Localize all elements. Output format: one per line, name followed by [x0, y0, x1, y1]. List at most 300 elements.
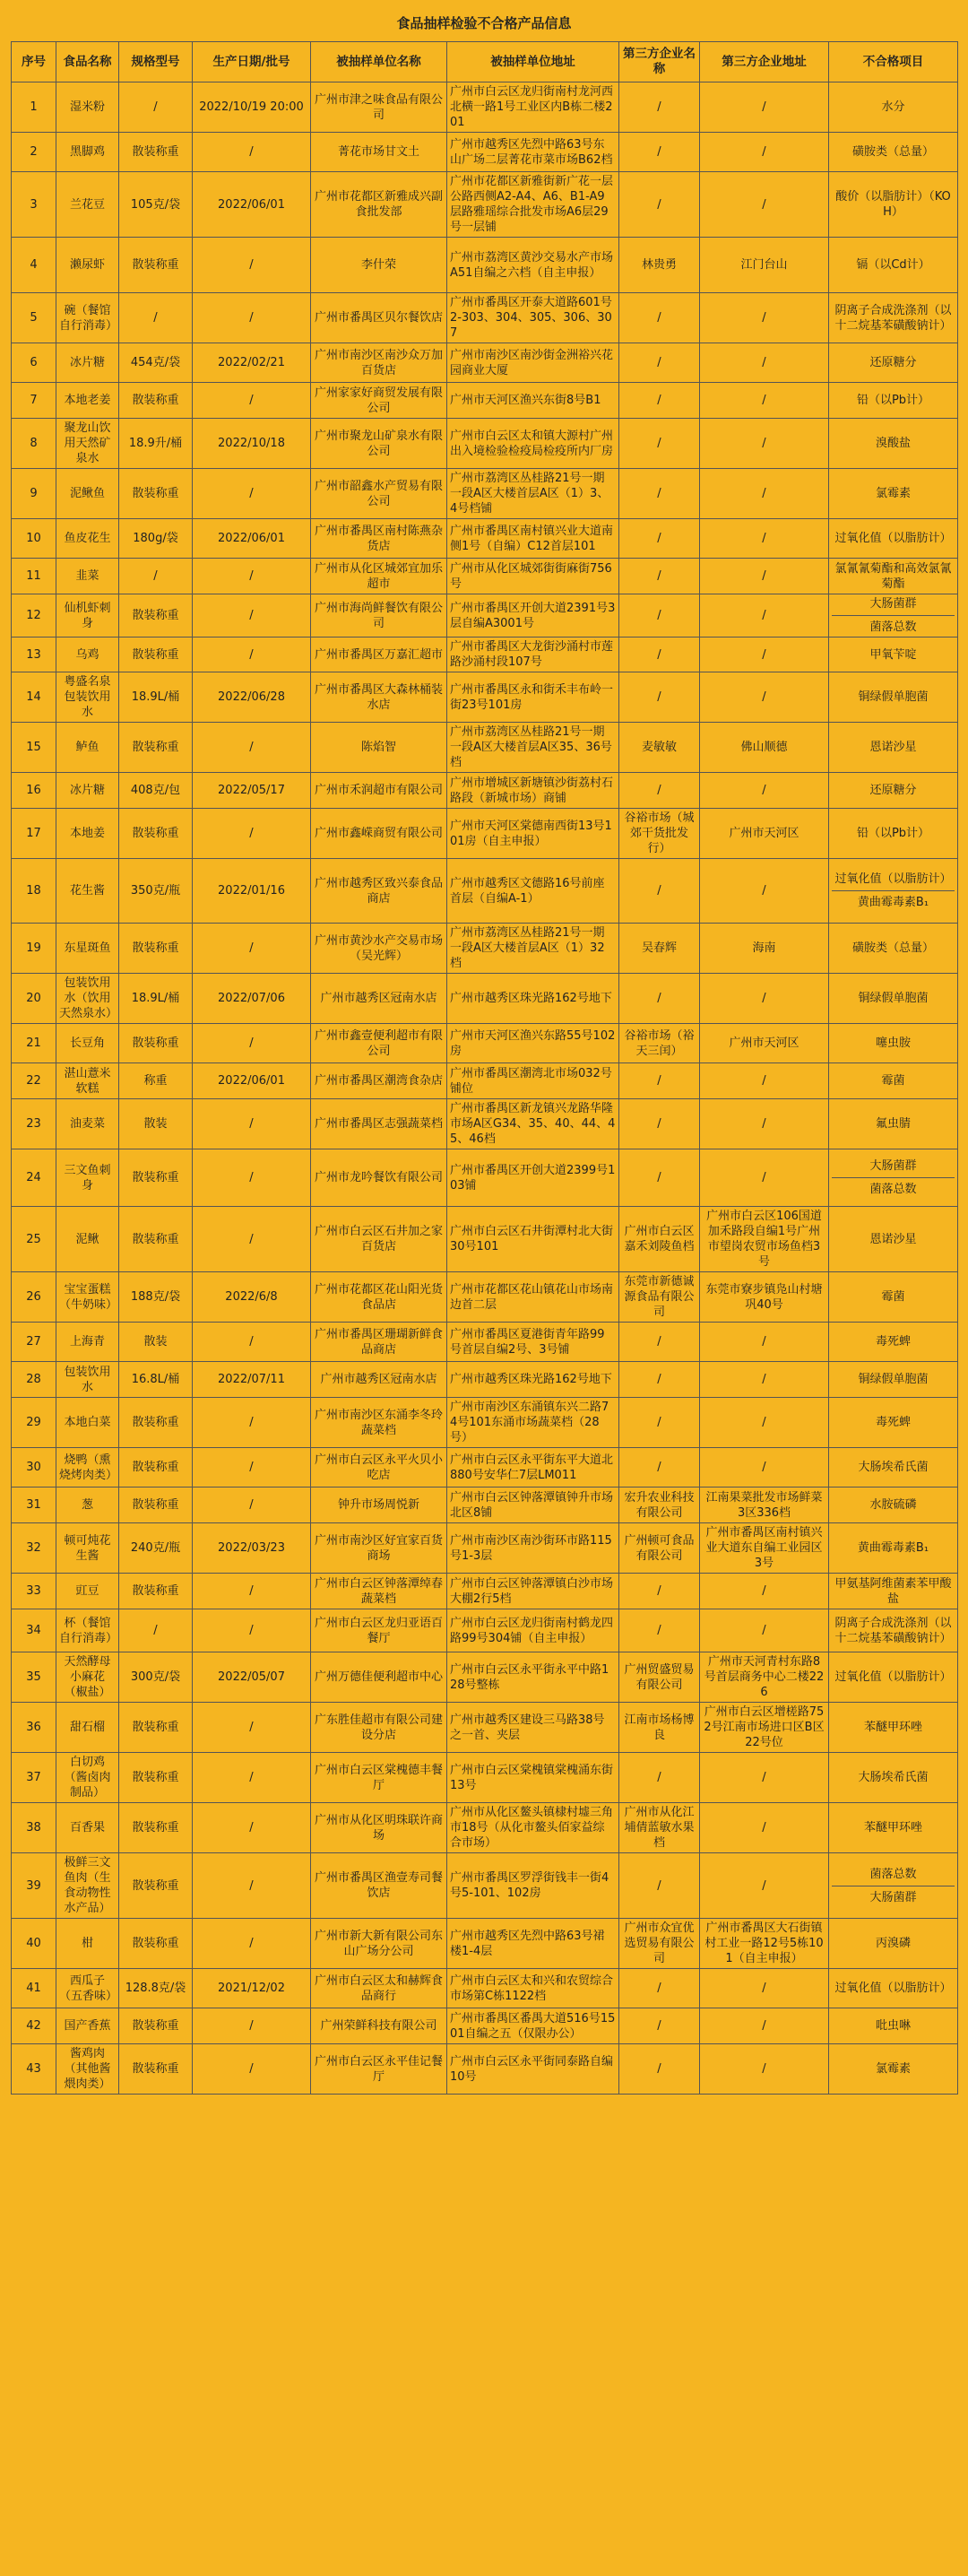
table-cell: /: [700, 343, 829, 383]
table-cell: 广州市从化江埔倩蓝敏水果档: [619, 1803, 700, 1853]
col-header: 生产日期/批号: [193, 42, 311, 82]
table-cell: 17: [12, 809, 56, 859]
table-cell: 广州市越秀区珠光路162号地下: [447, 974, 619, 1024]
col-header: 规格型号: [119, 42, 193, 82]
table-cell: 菁花市场甘文土: [311, 133, 447, 172]
table-cell: 2022/03/23: [193, 1523, 311, 1574]
table-cell: /: [193, 469, 311, 519]
table-cell: 37: [12, 1753, 56, 1803]
table-cell: [829, 1149, 958, 1207]
table-cell: 广州市番禺区贝尔餐饮店: [311, 293, 447, 343]
table-cell: 黄曲霉毒素B₁: [829, 1523, 958, 1574]
table-cell: 广州市白云区龙归街南村鹤龙四路99号304铺（自主申报）: [447, 1609, 619, 1652]
table-row: [12, 637, 958, 672]
table-cell: 2022/05/17: [193, 773, 311, 809]
table-cell: 广州市番禺区珊瑚新鲜食品商店: [311, 1323, 447, 1362]
table-cell: 22: [12, 1063, 56, 1099]
failed-item: 大肠菌群: [869, 597, 917, 611]
table-cell: 恩诺沙星: [829, 723, 958, 773]
table-cell: 磺胺类（总量）: [829, 133, 958, 172]
table-cell: 广州市众宜优选贸易有限公司: [619, 1919, 700, 1969]
table-cell: 广州市津之味食品有限公司: [311, 82, 447, 133]
table-cell: /: [193, 1487, 311, 1523]
table-cell: 240克/瓶: [119, 1523, 193, 1574]
table-row: [12, 1099, 958, 1149]
table-cell: 散装称重: [119, 2008, 193, 2044]
table-cell: 江门台山: [700, 238, 829, 293]
table-cell: 10: [12, 519, 56, 559]
table-cell: 广州市番禺区潮湾北市场032号铺位: [447, 1063, 619, 1099]
table-cell: 丙溴磷: [829, 1919, 958, 1969]
table-cell: 8: [12, 419, 56, 469]
table-cell: /: [619, 637, 700, 672]
table-cell: 广州市番禺区新龙镇兴龙路华隆市场A区G34、35、40、44、45、46档: [447, 1099, 619, 1149]
table-cell: 39: [12, 1853, 56, 1919]
table-cell: 300克/袋: [119, 1652, 193, 1703]
table-cell: 广州市天河区渔兴东街8号B1: [447, 383, 619, 419]
table-cell: 2: [12, 133, 56, 172]
table-row: [12, 924, 958, 974]
table-cell: 广州市越秀区冠南水店: [311, 1362, 447, 1398]
table-cell: /: [619, 1323, 700, 1362]
table-cell: /: [193, 723, 311, 773]
table-cell: 2022/02/21: [193, 343, 311, 383]
table-cell: 广州市白云区永平街东平大道北880号安华仁7层LM011: [447, 1448, 619, 1487]
table-row: [12, 133, 958, 172]
table-cell: /: [193, 809, 311, 859]
table-cell: 2022/05/07: [193, 1652, 311, 1703]
table-cell: 苯醚甲环唑: [829, 1803, 958, 1853]
table-cell: 豇豆: [56, 1574, 119, 1609]
table-cell: /: [619, 1149, 700, 1207]
table-cell: 散装称重: [119, 1024, 193, 1063]
table-cell: 广州市番禺区南村镇兴业大道东自编工业园区3号: [700, 1523, 829, 1574]
table-cell: /: [700, 1803, 829, 1853]
table-cell: /: [619, 1448, 700, 1487]
table-cell: 19: [12, 924, 56, 974]
failed-item: 菌落总数: [832, 1177, 955, 1197]
table-cell: /: [193, 1398, 311, 1448]
table-cell: 江南市场杨博良: [619, 1703, 700, 1753]
table-cell: 铜绿假单胞菌: [829, 974, 958, 1024]
col-header: 食品名称: [56, 42, 119, 82]
table-cell: /: [193, 1323, 311, 1362]
table-cell: 18.9L/桶: [119, 672, 193, 723]
failed-item: 过氧化值（以脂肪计）: [834, 872, 952, 886]
table-row: [12, 2008, 958, 2044]
table-cell: 碗（餐馆自行消毒）: [56, 293, 119, 343]
table-cell: 广州市白云区太和兴和农贸综合市场第C栋1122档: [447, 1969, 619, 2008]
table-cell: 16.8L/桶: [119, 1362, 193, 1398]
table-cell: 18: [12, 859, 56, 924]
table-cell: /: [700, 1398, 829, 1448]
table-cell: /: [700, 133, 829, 172]
table-cell: 广州市白云区钟落潭绰春蔬菜档: [311, 1574, 447, 1609]
table-cell: 广州市白云区石井加之家百货店: [311, 1207, 447, 1272]
table-cell: 东星斑鱼: [56, 924, 119, 974]
table-cell: 广州市番禺区南村镇兴业大道南侧1号（自编）C12首层101: [447, 519, 619, 559]
table-cell: [829, 859, 958, 924]
table-cell: 2021/12/02: [193, 1969, 311, 2008]
table-cell: 广州市番禺区开创大道2399号103铺: [447, 1149, 619, 1207]
table-cell: 广州市白云区钟落潭镇钟升市场北区8铺: [447, 1487, 619, 1523]
table-cell: 广州市南沙区南沙众万加百货店: [311, 343, 447, 383]
table-cell: /: [700, 1149, 829, 1207]
table-cell: 佛山顺德: [700, 723, 829, 773]
table-row: [12, 1362, 958, 1398]
table-cell: /: [619, 1969, 700, 2008]
table-cell: 18.9升/桶: [119, 419, 193, 469]
table-cell: 称重: [119, 1063, 193, 1099]
table-cell: 14: [12, 672, 56, 723]
table-row: [12, 1487, 958, 1523]
table-cell: 广州市鑫嵘商贸有限公司: [311, 809, 447, 859]
table-cell: /: [619, 672, 700, 723]
table-cell: 酸价（以脂肪计）（KOH）: [829, 172, 958, 238]
table-cell: 广州市番禺区夏港街青年路99号首层自编2号、3号铺: [447, 1323, 619, 1362]
table-cell: 东莞市新德诚源食品有限公司: [619, 1272, 700, 1323]
table-row: [12, 1024, 958, 1063]
table-cell: /: [193, 2044, 311, 2095]
table-cell: /: [193, 293, 311, 343]
table-cell: 江南果菜批发市场鲜菜3区336档: [700, 1487, 829, 1523]
table-cell: 甲氧苄啶: [829, 637, 958, 672]
table-cell: 氟虫腈: [829, 1099, 958, 1149]
table-cell: /: [700, 1323, 829, 1362]
table-cell: 15: [12, 723, 56, 773]
table-cell: 2022/10/19 20:00: [193, 82, 311, 133]
table-cell: 顿可炖花生酱: [56, 1523, 119, 1574]
table-cell: 广州市花都区花山阳光货食品店: [311, 1272, 447, 1323]
table-cell: 柑: [56, 1919, 119, 1969]
table-cell: /: [193, 1574, 311, 1609]
table-cell: 散装称重: [119, 809, 193, 859]
table-cell: 广州市白云区永平街永平中路128号整栋: [447, 1652, 619, 1703]
table-cell: 广州市越秀区先烈中路63号裙楼1-4层: [447, 1919, 619, 1969]
failed-item: 黄曲霉毒素B₁: [832, 890, 955, 910]
table-cell: /: [700, 1448, 829, 1487]
table-cell: 长豆角: [56, 1024, 119, 1063]
table-cell: 27: [12, 1323, 56, 1362]
table-cell: /: [193, 1853, 311, 1919]
table-row: [12, 82, 958, 133]
table-cell: 广州市南沙区南沙街金洲裕兴花园商业大厦: [447, 343, 619, 383]
table-cell: /: [700, 637, 829, 672]
table-row: [12, 343, 958, 383]
table-cell: /: [700, 773, 829, 809]
table-cell: 散装称重: [119, 1919, 193, 1969]
table-cell: 454克/袋: [119, 343, 193, 383]
table-cell: /: [193, 2008, 311, 2044]
table-cell: /: [619, 974, 700, 1024]
table-cell: 18.9L/桶: [119, 974, 193, 1024]
table-cell: /: [700, 1063, 829, 1099]
table-cell: 氯霉素: [829, 2044, 958, 2095]
table-cell: 氯霉素: [829, 469, 958, 519]
table-cell: 40: [12, 1919, 56, 1969]
table-cell: /: [619, 559, 700, 594]
table-cell: 广州市花都区新雅成兴副食批发部: [311, 172, 447, 238]
table-cell: 2022/06/01: [193, 519, 311, 559]
table-cell: 2022/6/8: [193, 1272, 311, 1323]
table-cell: /: [619, 419, 700, 469]
table-cell: 广州市从化区鳌头镇棣村墟三角市18号（从化市鳌头佰家益综合市场）: [447, 1803, 619, 1853]
table-cell: 散装: [119, 1099, 193, 1149]
table-cell: 葱: [56, 1487, 119, 1523]
table-cell: 12: [12, 594, 56, 637]
table-cell: 24: [12, 1149, 56, 1207]
table-cell: [829, 594, 958, 637]
table-cell: /: [700, 469, 829, 519]
table-cell: /: [619, 1753, 700, 1803]
table-cell: 广州市荔湾区丛桂路21号一期一段A区大楼首层A区（1）3、4号档铺: [447, 469, 619, 519]
table-cell: 散装: [119, 1323, 193, 1362]
table-cell: /: [193, 1703, 311, 1753]
table-cell: 广州市白云区嘉禾刘陵鱼档: [619, 1207, 700, 1272]
table-row: [12, 1574, 958, 1609]
table-cell: 20: [12, 974, 56, 1024]
table-cell: 韭菜: [56, 559, 119, 594]
table-cell: 阴离子合成洗涤剂（以十二烷基苯磺酸钠计）: [829, 1609, 958, 1652]
table-cell: /: [193, 1448, 311, 1487]
table-row: [12, 1272, 958, 1323]
table-cell: 恩诺沙星: [829, 1207, 958, 1272]
table-cell: 广州市花都区花山镇花山市场南边首二层: [447, 1272, 619, 1323]
table-cell: 麦敏敏: [619, 723, 700, 773]
table-row: [12, 1523, 958, 1574]
table-cell: 酱鸡肉（其他酱煨肉类）: [56, 2044, 119, 2095]
table-cell: 29: [12, 1398, 56, 1448]
table-cell: 包装饮用水（饮用天然泉水）: [56, 974, 119, 1024]
table-body: [12, 82, 958, 2095]
table-cell: 43: [12, 2044, 56, 2095]
table-cell: /: [619, 383, 700, 419]
table-cell: 180g/袋: [119, 519, 193, 559]
table-cell: 水胺硫磷: [829, 1487, 958, 1523]
table-cell: 冰片糖: [56, 343, 119, 383]
table-cell: 铅（以Pb计）: [829, 383, 958, 419]
failed-item: 菌落总数: [869, 1867, 917, 1881]
table-cell: /: [619, 1063, 700, 1099]
table-row: [12, 1753, 958, 1803]
table-cell: 铅（以Pb计）: [829, 809, 958, 859]
table-cell: /: [119, 82, 193, 133]
table-row: [12, 1063, 958, 1099]
table-row: [12, 559, 958, 594]
table-cell: 广州家家好商贸发展有限公司: [311, 383, 447, 419]
table-cell: 林贵勇: [619, 238, 700, 293]
table-cell: /: [700, 172, 829, 238]
table-cell: /: [700, 1853, 829, 1919]
table-cell: 广州市白云区永平火贝小吃店: [311, 1448, 447, 1487]
table-cell: 本地老姜: [56, 383, 119, 419]
table-cell: 广州市天河区: [700, 1024, 829, 1063]
table-cell: 13: [12, 637, 56, 672]
table-row: [12, 1652, 958, 1703]
table-cell: /: [700, 1574, 829, 1609]
table-cell: 广州市白云区106国道加禾路段自编1号广州市望岗农贸市场鱼档3号: [700, 1207, 829, 1272]
table-cell: 广州市番禺区罗浮街钱丰一街4号5-101、102房: [447, 1853, 619, 1919]
table-cell: /: [700, 559, 829, 594]
table-cell: /: [193, 1753, 311, 1803]
table-cell: 广州市白云区钟落潭镇白沙市场大棚2行5档: [447, 1574, 619, 1609]
table-cell: 广州市白云区永平街同泰路自编10号: [447, 2044, 619, 2095]
table-cell: 26: [12, 1272, 56, 1323]
table-cell: /: [193, 1609, 311, 1652]
table-cell: 广州市从化区城郊街街麻街756号: [447, 559, 619, 594]
col-header: 序号: [12, 42, 56, 82]
table-row: [12, 383, 958, 419]
table-cell: 粤盛名泉包装饮用水: [56, 672, 119, 723]
table-cell: 泥鳅鱼: [56, 469, 119, 519]
page-title: 食品抽样检验不合格产品信息: [396, 15, 572, 31]
table-row: [12, 469, 958, 519]
table-cell: 408克/包: [119, 773, 193, 809]
table-cell: 散装称重: [119, 637, 193, 672]
table-row: [12, 672, 958, 723]
table-cell: 2022/06/28: [193, 672, 311, 723]
table-cell: 西瓜子（五香味）: [56, 1969, 119, 2008]
table-cell: 广州市白云区龙归街南村龙河西北横一路1号工业区内B栋二楼201: [447, 82, 619, 133]
table-cell: 16: [12, 773, 56, 809]
table-cell: 东莞市寮步镇凫山村塘巩40号: [700, 1272, 829, 1323]
table-cell: 谷裕市场（城郊干货批发行）: [619, 809, 700, 859]
table-cell: 42: [12, 2008, 56, 2044]
col-header: 第三方企业地址: [700, 42, 829, 82]
table-cell: 散装称重: [119, 924, 193, 974]
table-row: [12, 974, 958, 1024]
table-cell: 36: [12, 1703, 56, 1753]
table-cell: 广州市越秀区建设三马路38号之一首、夹层: [447, 1703, 619, 1753]
table-cell: 谷裕市场（裕天三闰）: [619, 1024, 700, 1063]
table-cell: 广州市天河区: [700, 809, 829, 859]
table-cell: 散装称重: [119, 1703, 193, 1753]
table-cell: /: [619, 172, 700, 238]
table-cell: /: [700, 1362, 829, 1398]
table-cell: 散装称重: [119, 1398, 193, 1448]
table-cell: 还原糖分: [829, 343, 958, 383]
table-row: [12, 1448, 958, 1487]
table-cell: 聚龙山饮用天然矿泉水: [56, 419, 119, 469]
table-cell: 广州市白云区太和赫辉食品商行: [311, 1969, 447, 2008]
table-row: [12, 1609, 958, 1652]
table-cell: 广州市天河区渔兴东路55号102房: [447, 1024, 619, 1063]
table-cell: 广州市天河区棠德南西街13号101房（自主申报）: [447, 809, 619, 859]
table-cell: 散装称重: [119, 2044, 193, 2095]
table-cell: 广州市白云区棠槐镇棠槐涌东街13号: [447, 1753, 619, 1803]
col-header: 不合格项目: [829, 42, 958, 82]
table-cell: /: [700, 519, 829, 559]
table-cell: 105克/袋: [119, 172, 193, 238]
table-cell: /: [193, 1099, 311, 1149]
table-cell: 广州市南沙区东涌镇东兴二路74号101东涌市场蔬菜档（28号）: [447, 1398, 619, 1448]
table-cell: 广州市龙吟餐饮有限公司: [311, 1149, 447, 1207]
table-cell: 32: [12, 1523, 56, 1574]
table-cell: 兰花豆: [56, 172, 119, 238]
table-row: [12, 1207, 958, 1272]
table-cell: /: [119, 293, 193, 343]
table-cell: 38: [12, 1803, 56, 1853]
table-cell: 散装称重: [119, 1574, 193, 1609]
table-cell: /: [619, 519, 700, 559]
table-cell: 吴春辉: [619, 924, 700, 974]
table-cell: 广州市荔湾区丛桂路21号一期一段A区大楼首层A区（1）32档: [447, 924, 619, 974]
table-cell: /: [700, 1753, 829, 1803]
table-cell: 广州市番禺区开泰大道路601号2-303、304、305、306、307: [447, 293, 619, 343]
table-cell: 散装称重: [119, 1448, 193, 1487]
table-cell: 广州市番禺区大森林桶装水店: [311, 672, 447, 723]
table-cell: 宝宝蛋糕（牛奶味）: [56, 1272, 119, 1323]
report-container: [11, 5, 957, 2095]
table-cell: 广州市番禺区大龙街沙涌村市莲路沙涌村段107号: [447, 637, 619, 672]
table-cell: 花生酱: [56, 859, 119, 924]
table-cell: 广州市番禺区永和街禾丰布岭一街23号101房: [447, 672, 619, 723]
table-cell: /: [700, 419, 829, 469]
table-cell: 广州市越秀区珠光路162号地下: [447, 1362, 619, 1398]
failed-item: 大肠菌群: [832, 1886, 955, 1905]
table-row: [12, 1149, 958, 1207]
table-cell: 广州市荔湾区丛桂路21号一期一段A区大楼首层A区35、36号档: [447, 723, 619, 773]
table-row: [12, 1703, 958, 1753]
col-header: 被抽样单位名称: [311, 42, 447, 82]
table-cell: /: [619, 594, 700, 637]
table-cell: 散装称重: [119, 1207, 193, 1272]
table-cell: /: [700, 594, 829, 637]
table-cell: 广州市海尚鲜餐饮有限公司: [311, 594, 447, 637]
table-cell: 溴酸盐: [829, 419, 958, 469]
table-row: [12, 1969, 958, 2008]
table-cell: 毒死蜱: [829, 1323, 958, 1362]
table-cell: 广州市南沙区东涌李冬玲蔬菜档: [311, 1398, 447, 1448]
table-cell: 28: [12, 1362, 56, 1398]
table-row: [12, 419, 958, 469]
table-cell: 上海青: [56, 1323, 119, 1362]
table-cell: /: [619, 293, 700, 343]
table-cell: 350克/瓶: [119, 859, 193, 924]
table-cell: /: [619, 1574, 700, 1609]
table-cell: 杯（餐馆自行消毒）: [56, 1609, 119, 1652]
table-cell: 白切鸡（酱卤肉制品）: [56, 1753, 119, 1803]
table-cell: 散装称重: [119, 1487, 193, 1523]
table-cell: 广州市从化区明珠联许商场: [311, 1803, 447, 1853]
table-row: [12, 773, 958, 809]
table-cell: 广州荣鲜科技有限公司: [311, 2008, 447, 2044]
table-row: [12, 2044, 958, 2095]
table-cell: 鲈鱼: [56, 723, 119, 773]
table-cell: 广州市越秀区致兴泰食品商店: [311, 859, 447, 924]
table-cell: 30: [12, 1448, 56, 1487]
table-cell: 广州贸盛贸易有限公司: [619, 1652, 700, 1703]
table-cell: /: [700, 1969, 829, 2008]
table-cell: 过氧化值（以脂肪计）: [829, 519, 958, 559]
table-cell: 4: [12, 238, 56, 293]
table-cell: 广州市越秀区文德路16号前座首层（自编A-1）: [447, 859, 619, 924]
table-cell: /: [619, 2008, 700, 2044]
results-table: [11, 41, 958, 2095]
table-cell: 国产香蕉: [56, 2008, 119, 2044]
table-cell: 阴离子合成洗涤剂（以十二烷基苯磺酸钠计）: [829, 293, 958, 343]
table-cell: 广州市禾润超市有限公司: [311, 773, 447, 809]
table-cell: 广州市番禺区番禺大道516号1501自编之五（仅限办公）: [447, 2008, 619, 2044]
table-cell: 水分: [829, 82, 958, 133]
table-cell: 2022/06/01: [193, 1063, 311, 1099]
table-cell: 仙机虾刺身: [56, 594, 119, 637]
table-cell: 1: [12, 82, 56, 133]
table-cell: /: [193, 383, 311, 419]
table-cell: /: [700, 672, 829, 723]
table-cell: /: [700, 974, 829, 1024]
table-cell: /: [700, 1099, 829, 1149]
